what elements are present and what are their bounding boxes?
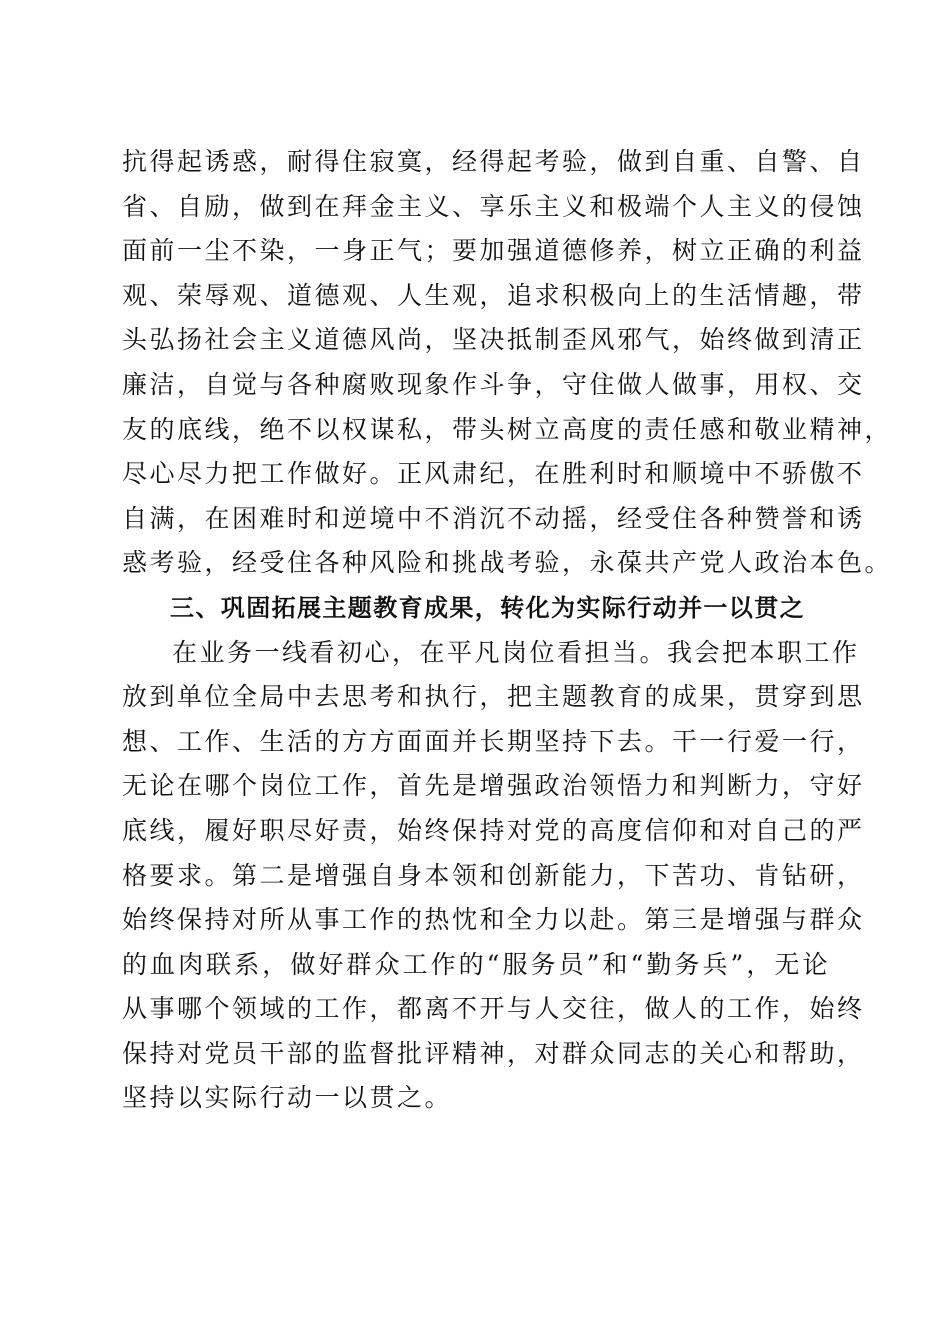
text-line: 格要求。第二是增强自身本领和创新能力，下苦功、肯钻研， [122, 860, 865, 890]
text-line: 抗得起诱惑，耐得住寂寞，经得起考验，做到自重、自警、自 [122, 147, 865, 176]
text-line: 惑考验，经受住各种风险和挑战考验，永葆共产党人政治本色。 [122, 548, 893, 578]
text-line: 坚持以实际行动一以贯之。 [122, 1083, 453, 1113]
text-line: 面前一尘不染，一身正气；要加强道德修养，树立正确的利益 [122, 236, 865, 266]
text-line: 无论在哪个岗位工作，首先是增强政治领悟力和判断力，守好 [122, 771, 865, 801]
text-line: 在业务一线看初心，在平凡岗位看担当。我会把本职工作 [172, 637, 860, 667]
text-line: 底线，履好职尽好责，始终保持对党的高度信仰和对自己的严 [122, 815, 865, 845]
text-line: 放到单位全局中去思考和执行，把主题教育的成果，贯穿到思 [122, 682, 865, 712]
text-line: 友的底线，绝不以权谋私，带头树立高度的责任感和敬业精神， [122, 414, 893, 444]
text-line: 的血肉联系，做好群众工作的“服务员”和“勤务兵”，无论 [122, 949, 830, 979]
text-line: 想、工作、生活的方方面面并长期坚持下去。干一行爱一行， [122, 726, 865, 756]
text-line: 保持对党员干部的监督批评精神，对群众同志的关心和帮助， [122, 1038, 865, 1068]
paragraph-action [122, 631, 865, 1122]
paragraph-integrity [122, 140, 893, 586]
text-line: 省、自励，做到在拜金主义、享乐主义和极端个人主义的侵蚀 [122, 191, 865, 221]
text-line: 自满，在困难时和逆境中不消沉不动摇，经受住各种赞誉和诱 [122, 503, 865, 533]
document-body [122, 140, 893, 1121]
text-line: 观、荣辱观、道德观、人生观，追求积极向上的生活情趣，带 [122, 280, 865, 310]
section-heading-3: 三、巩固拓展主题教育成果，转化为实际行动并一以贯之 [170, 593, 805, 622]
text-line: 始终保持对所从事工作的热忱和全力以赴。第三是增强与群众 [122, 905, 865, 935]
text-line: 头弘扬社会主义道德风尚，坚决抵制歪风邪气，始终做到清正 [122, 325, 865, 355]
text-line: 尽心尽力把工作做好。正风肃纪，在胜利时和顺境中不骄傲不 [122, 459, 865, 489]
text-line: 廉洁，自觉与各种腐败现象作斗争，守住做人做事，用权、交 [122, 369, 865, 399]
text-line: 从事哪个领域的工作，都离不开与人交往，做人的工作，始终 [122, 994, 865, 1024]
